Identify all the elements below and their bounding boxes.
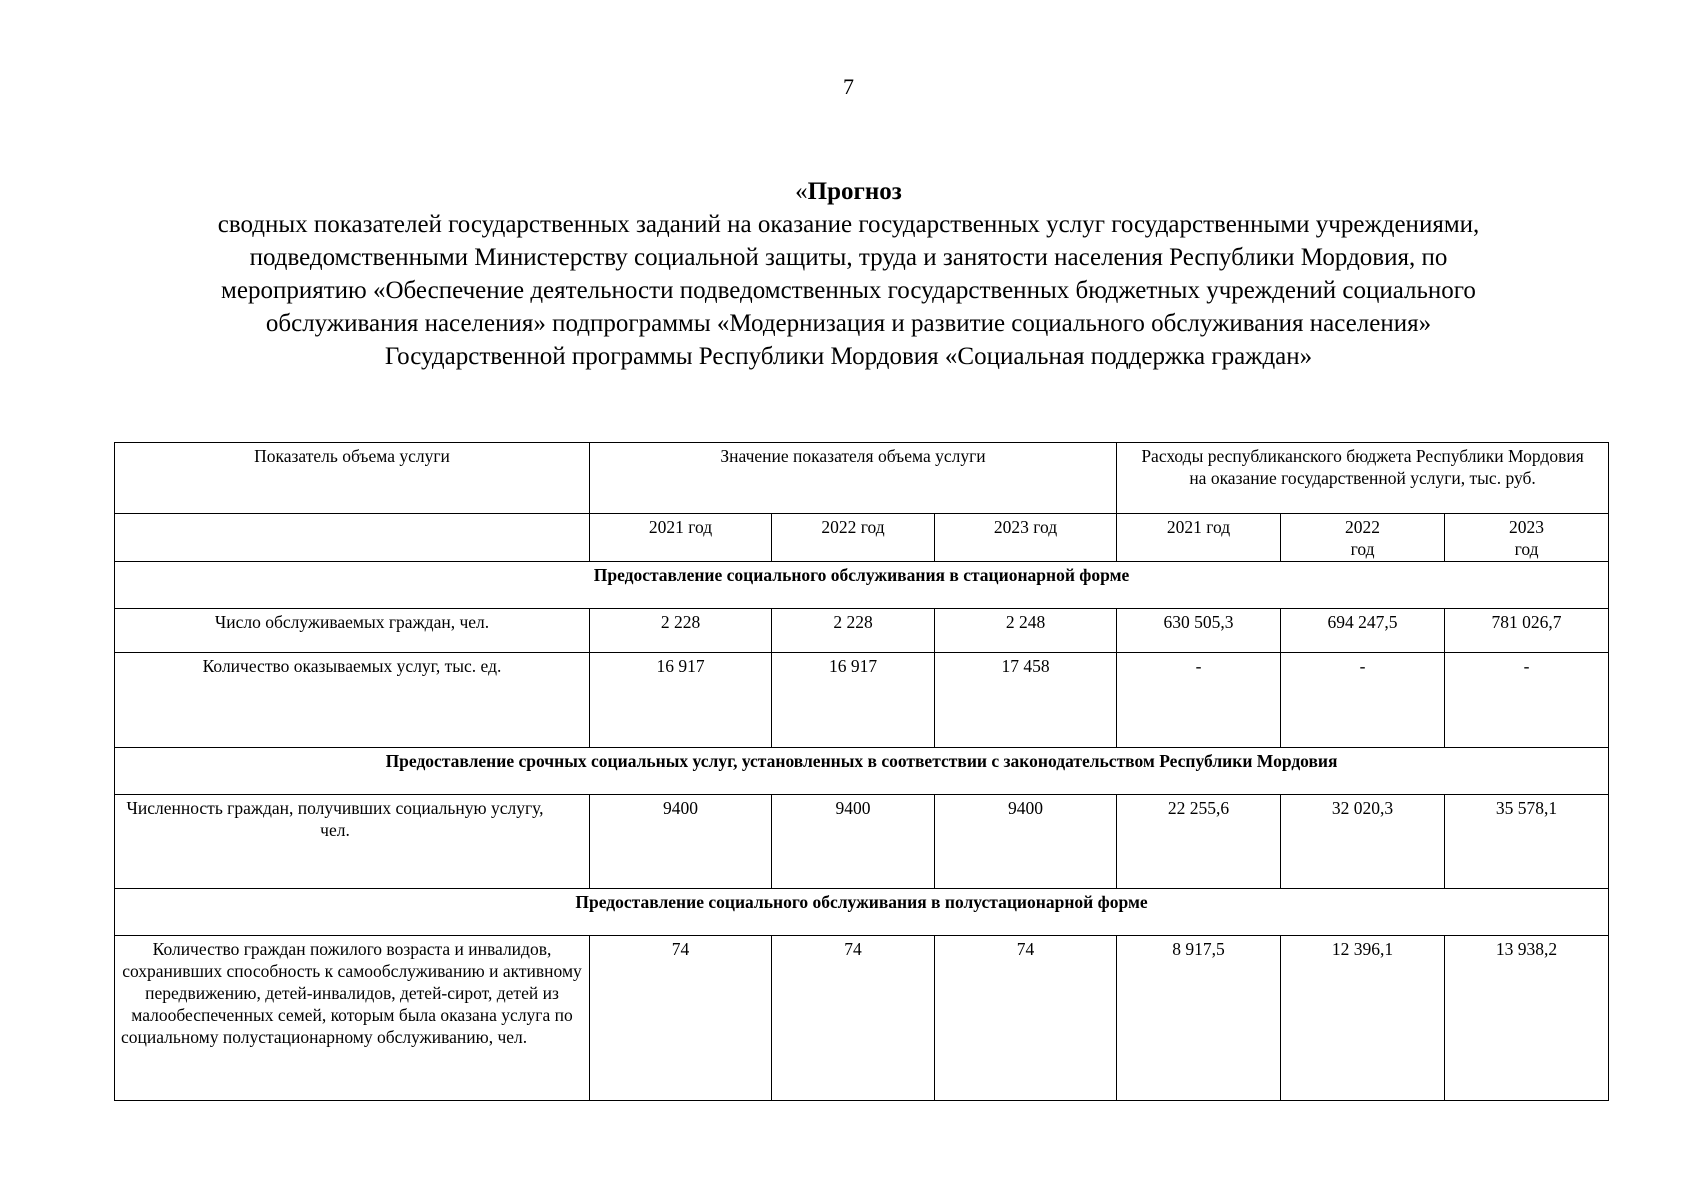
row-label: Количество граждан пожилого возраста и инвалидов, сохранивших способность к самообслуживанию и активному передвижению, детей-инвалидов, детей-сирот, детей из малообеспеченных семей, которым была оказана услуга по социальному полустационарному обслуживанию, чел. <box>115 936 590 1101</box>
section-title-urgent: Предоставление срочных социальных услуг, установленных в соответствии с законодательством Республики Мордовия <box>115 748 1609 795</box>
title-line-5: Государственной программы Республики Мордовия «Социальная поддержка граждан» <box>384 343 1313 370</box>
section-row <box>115 562 1609 609</box>
table-row <box>115 795 1609 889</box>
title-heading <box>110 175 1587 208</box>
cell-value: 9400 <box>772 795 935 889</box>
row-label: Численность граждан, получивших социальную услугу, чел. <box>115 795 590 889</box>
cell-value: 8 917,5 <box>1117 936 1281 1101</box>
cell-value: 630 505,3 <box>1117 609 1281 653</box>
header-year-expense-2023: 2023 год <box>1445 514 1609 562</box>
title-line-1: сводных показателей государственных заданий на оказание государственных услуг государственными учреждениями, <box>217 211 1480 238</box>
row-label: Количество оказываемых услуг, тыс. ед. <box>115 653 590 748</box>
header-year-expense-2022: 2022 год <box>1281 514 1445 562</box>
title-heading-text: Прогноз <box>807 178 902 205</box>
section-row <box>115 889 1609 936</box>
cell-value: - <box>1117 653 1281 748</box>
header-indicator: Показатель объема услуги <box>115 443 590 514</box>
cell-value: 17 458 <box>935 653 1117 748</box>
cell-value: 781 026,7 <box>1445 609 1609 653</box>
cell-value: 74 <box>772 936 935 1101</box>
cell-value: 35 578,1 <box>1445 795 1609 889</box>
cell-value: 9400 <box>935 795 1117 889</box>
table-row <box>115 936 1609 1101</box>
document-title <box>110 175 1587 373</box>
forecast-table <box>114 442 1609 1101</box>
cell-value: 12 396,1 <box>1281 936 1445 1101</box>
title-line-2: подведомственными Министерству социальной защиты, труда и занятости населения Республики Мордовия, по <box>249 244 1448 271</box>
header-expense-group: Расходы республиканского бюджета Республики Мордовия на оказание государственной услуги, тыс. руб. <box>1117 443 1609 514</box>
header-year-expense-2021: 2021 год <box>1117 514 1281 562</box>
header-indicator-empty <box>115 514 590 562</box>
section-row <box>115 748 1609 795</box>
table-row <box>115 653 1609 748</box>
header-year-value-2022: 2022 год <box>772 514 935 562</box>
title-line-4: обслуживания населения» подпрограммы «Модернизация и развитие социального обслуживания населения» <box>265 310 1432 337</box>
cell-value: 74 <box>590 936 772 1101</box>
header-year-value-2023: 2023 год <box>935 514 1117 562</box>
page-number: 7 <box>843 74 854 99</box>
cell-value: 16 917 <box>772 653 935 748</box>
header-row-years <box>115 514 1609 562</box>
cell-value: - <box>1445 653 1609 748</box>
table-row <box>115 609 1609 653</box>
cell-value: 2 248 <box>935 609 1117 653</box>
cell-value: 22 255,6 <box>1117 795 1281 889</box>
cell-value: 16 917 <box>590 653 772 748</box>
header-year-value-2021: 2021 год <box>590 514 772 562</box>
section-title-semistationary: Предоставление социального обслуживания в полустационарной форме <box>115 889 1609 936</box>
title-line-3: мероприятию «Обеспечение деятельности подведомственных государственных бюджетных учреждений социального <box>221 277 1476 304</box>
cell-value: 32 020,3 <box>1281 795 1445 889</box>
header-value-group: Значение показателя объема услуги <box>590 443 1117 514</box>
cell-value: - <box>1281 653 1445 748</box>
header-row-groups <box>115 443 1609 514</box>
cell-value: 9400 <box>590 795 772 889</box>
cell-value: 74 <box>935 936 1117 1101</box>
cell-value: 13 938,2 <box>1445 936 1609 1101</box>
cell-value: 694 247,5 <box>1281 609 1445 653</box>
title-open-quote: « <box>795 178 808 205</box>
cell-value: 2 228 <box>772 609 935 653</box>
cell-value: 2 228 <box>590 609 772 653</box>
section-title-stationary: Предоставление социального обслуживания в стационарной форме <box>115 562 1609 609</box>
row-label: Число обслуживаемых граждан, чел. <box>115 609 590 653</box>
